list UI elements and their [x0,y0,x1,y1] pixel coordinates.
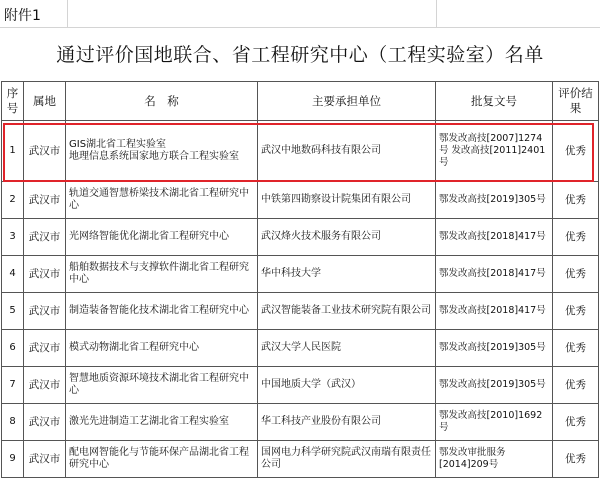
cell-city[interactable]: 武汉市 [24,330,66,367]
cell-name[interactable] [66,330,258,367]
cell-result[interactable]: 优秀 [553,441,599,478]
cell-doc[interactable]: 鄂发改高技[2018]417号 [436,256,553,293]
cell-no[interactable]: 8 [2,404,24,441]
cell-no[interactable]: 1 [2,121,24,182]
cell-no[interactable]: 2 [2,182,24,219]
header-result[interactable]: 评价结果 [553,82,599,121]
cell-city[interactable]: 武汉市 [24,121,66,182]
name-line: 地理信息系统国家地方联合工程实验室 [69,151,239,162]
name-line: 模式动物湖北省工程研究中心 [69,342,199,353]
sheet-cell[interactable] [0,0,68,28]
name-line: 制造装备智能化技术湖北省工程研究中心 [69,305,249,316]
cell-no[interactable]: 9 [2,441,24,478]
cell-city[interactable]: 武汉市 [24,441,66,478]
table-row [2,367,599,404]
cell-unit[interactable]: 华中科技大学 [258,256,436,293]
name-line: GIS湖北省工程实验室 [69,139,167,150]
cell-no[interactable]: 4 [2,256,24,293]
cell-doc[interactable]: 鄂发改审批服务[2014]209号 [436,441,553,478]
cell-no[interactable]: 7 [2,367,24,404]
cell-name[interactable] [66,404,258,441]
header-row [2,82,599,121]
table-row [2,441,599,478]
sheet-top-row [0,0,600,28]
header-doc[interactable]: 批复文号 [436,82,553,121]
cell-result[interactable]: 优秀 [553,404,599,441]
table-row [2,121,599,182]
table-row [2,256,599,293]
name-line: 船舶数据技术与支撑软件湖北省工程研究中心 [69,262,249,285]
cell-no[interactable]: 6 [2,330,24,367]
attachment-label: 附件1 [4,8,41,24]
name-line: 配电网智能化与节能环保产品湖北省工程研究中心 [69,447,249,470]
cell-name[interactable] [66,121,258,182]
table-row [2,219,599,256]
page-title: 通过评价国地联合、省工程研究中心（工程实验室）名单 [56,44,544,66]
cell-doc[interactable]: 鄂发改高技[2007]1274号 发改高技[2011]2401号 [436,121,553,182]
name-line: 激光先进制造工艺湖北省工程实验室 [69,416,229,427]
table-row [2,182,599,219]
cell-unit[interactable]: 武汉中地数码科技有限公司 [258,121,436,182]
cell-doc[interactable]: 鄂发改高技[2018]417号 [436,219,553,256]
cell-unit[interactable]: 中铁第四勘察设计院集团有限公司 [258,182,436,219]
cell-unit[interactable]: 国网电力科学研究院武汉南瑞有限责任公司 [258,441,436,478]
cell-result[interactable]: 优秀 [553,293,599,330]
cell-unit[interactable]: 武汉烽火技术服务有限公司 [258,219,436,256]
name-line: 轨道交通智慧桥梁技术湖北省工程研究中心 [69,188,249,211]
cell-city[interactable]: 武汉市 [24,219,66,256]
cell-name[interactable] [66,256,258,293]
cell-name[interactable] [66,219,258,256]
header-unit[interactable]: 主要承担单位 [258,82,436,121]
cell-name[interactable] [66,441,258,478]
cell-result[interactable]: 优秀 [553,219,599,256]
cell-doc[interactable]: 鄂发改高技[2019]305号 [436,367,553,404]
cell-unit[interactable]: 武汉大学人民医院 [258,330,436,367]
cell-result[interactable]: 优秀 [553,330,599,367]
header-no[interactable]: 序号 [2,82,24,121]
table-row [2,404,599,441]
cell-doc[interactable]: 鄂发改高技[2019]305号 [436,182,553,219]
header-city[interactable]: 属地 [24,82,66,121]
cell-city[interactable]: 武汉市 [24,256,66,293]
cell-doc[interactable]: 鄂发改高技[2019]305号 [436,330,553,367]
cell-doc[interactable]: 鄂发改高技[2010]1692号 [436,404,553,441]
cell-name[interactable] [66,367,258,404]
sheet-cell[interactable] [437,0,600,28]
cell-result[interactable]: 优秀 [553,367,599,404]
cell-city[interactable]: 武汉市 [24,367,66,404]
cell-city[interactable]: 武汉市 [24,293,66,330]
table-row [2,330,599,367]
cell-city[interactable]: 武汉市 [24,404,66,441]
table-row [2,293,599,330]
sheet-cell[interactable] [67,0,437,28]
header-name[interactable]: 名 称 [66,82,258,121]
cell-name[interactable] [66,182,258,219]
cell-no[interactable]: 5 [2,293,24,330]
name-line: 智慧地质资源环境技术湖北省工程研究中心 [69,373,249,396]
cell-unit[interactable]: 华工科技产业股份有限公司 [258,404,436,441]
cell-unit[interactable]: 武汉智能装备工业技术研究院有限公司 [258,293,436,330]
cell-result[interactable]: 优秀 [553,256,599,293]
results-table [1,81,599,478]
cell-no[interactable]: 3 [2,219,24,256]
cell-city[interactable]: 武汉市 [24,182,66,219]
cell-result[interactable]: 优秀 [553,121,599,182]
cell-result[interactable]: 优秀 [553,182,599,219]
cell-name[interactable] [66,293,258,330]
cell-doc[interactable]: 鄂发改高技[2018]417号 [436,293,553,330]
cell-unit[interactable]: 中国地质大学（武汉） [258,367,436,404]
name-line: 光网络智能优化湖北省工程研究中心 [69,231,229,242]
